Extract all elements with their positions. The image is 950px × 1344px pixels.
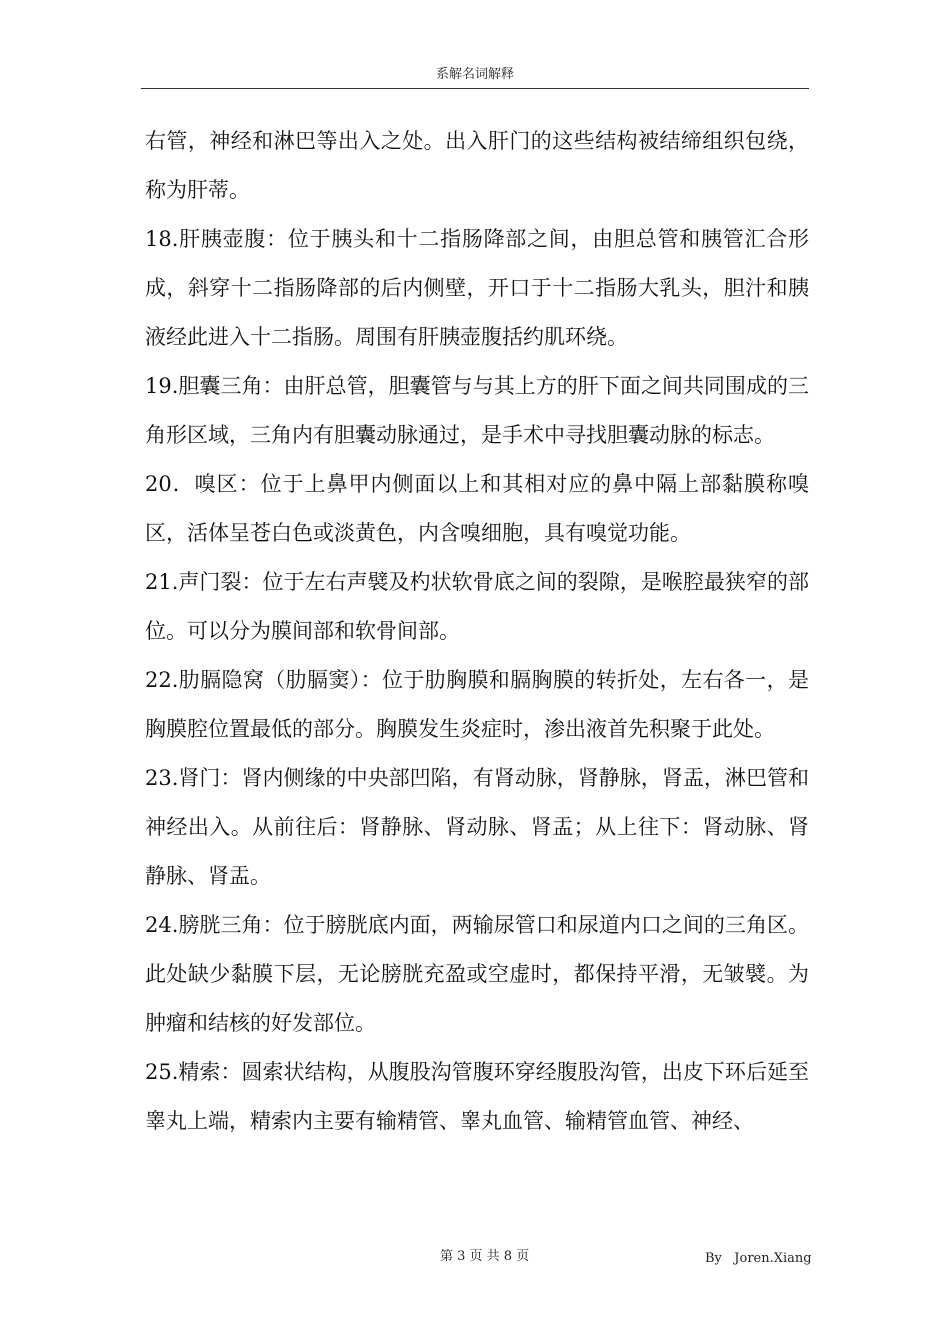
document-body bbox=[145, 117, 809, 1146]
paragraph-term-24: 24.膀胱三角：位于膀胱底内面，两输尿管口和尿道内口之间的三角区。此处缺少黏膜下层，无论膀胱充盈或空虚时，都保持平滑，无皱襞。为肿瘤和结核的好发部位。 bbox=[145, 913, 809, 1035]
paragraph-term-22: 22.肋膈隐窝（肋膈窦）：位于肋胸膜和膈胸膜的转折处，左右各一，是胸膜腔位置最低的部分。胸膜发生炎症时，渗出液首先积聚于此处。 bbox=[145, 668, 809, 741]
header-divider bbox=[141, 88, 809, 89]
footer-author: By Joren.Xiang bbox=[705, 1251, 812, 1266]
paragraph-term-23: 23.肾门：肾内侧缘的中央部凹陷，有肾动脉，肾静脉，肾盂，淋巴管和神经出入。从前往后：肾静脉、肾动脉、肾盂；从上往下：肾动脉、肾静脉、肾盂。 bbox=[145, 766, 809, 888]
page-header-title: 系解名词解释 bbox=[435, 67, 514, 82]
paragraph-term-19: 19.胆囊三角：由肝总管，胆囊管与与其上方的肝下面之间共同围成的三角形区域，三角内有胆囊动脉通过，是手术中寻找胆囊动脉的标志。 bbox=[145, 374, 809, 447]
paragraph-term-20: 20．嗅区：位于上鼻甲内侧面以上和其相对应的鼻中隔上部黏膜称嗅区，活体呈苍白色或淡黄色，内含嗅细胞，具有嗅觉功能。 bbox=[145, 472, 809, 545]
paragraph-term-18: 18.肝胰壶腹：位于胰头和十二指肠降部之间，由胆总管和胰管汇合形成，斜穿十二指肠降部的后内侧壁，开口于十二指肠大乳头，胆汁和胰液经此进入十二指肠。周围有肝胰壶腹括约肌环绕。 bbox=[145, 227, 809, 349]
paragraph-term-21: 21.声门裂：位于左右声襞及杓状软骨底之间的裂隙，是喉腔最狭窄的部位。可以分为膜间部和软骨间部。 bbox=[145, 570, 809, 643]
paragraph-term-25: 25.精索：圆索状结构，从腹股沟管腹环穿经腹股沟管，出皮下环后延至睾丸上端，精索内主要有输精管、睾丸血管、输精管血管、神经、 bbox=[145, 1060, 809, 1133]
footer-page-number: 第 3 页 共 8 页 bbox=[440, 1249, 530, 1264]
paragraph-continuation: 右管，神经和淋巴等出入之处。出入肝门的这些结构被结缔组织包绕，称为肝蒂。 bbox=[145, 129, 809, 202]
